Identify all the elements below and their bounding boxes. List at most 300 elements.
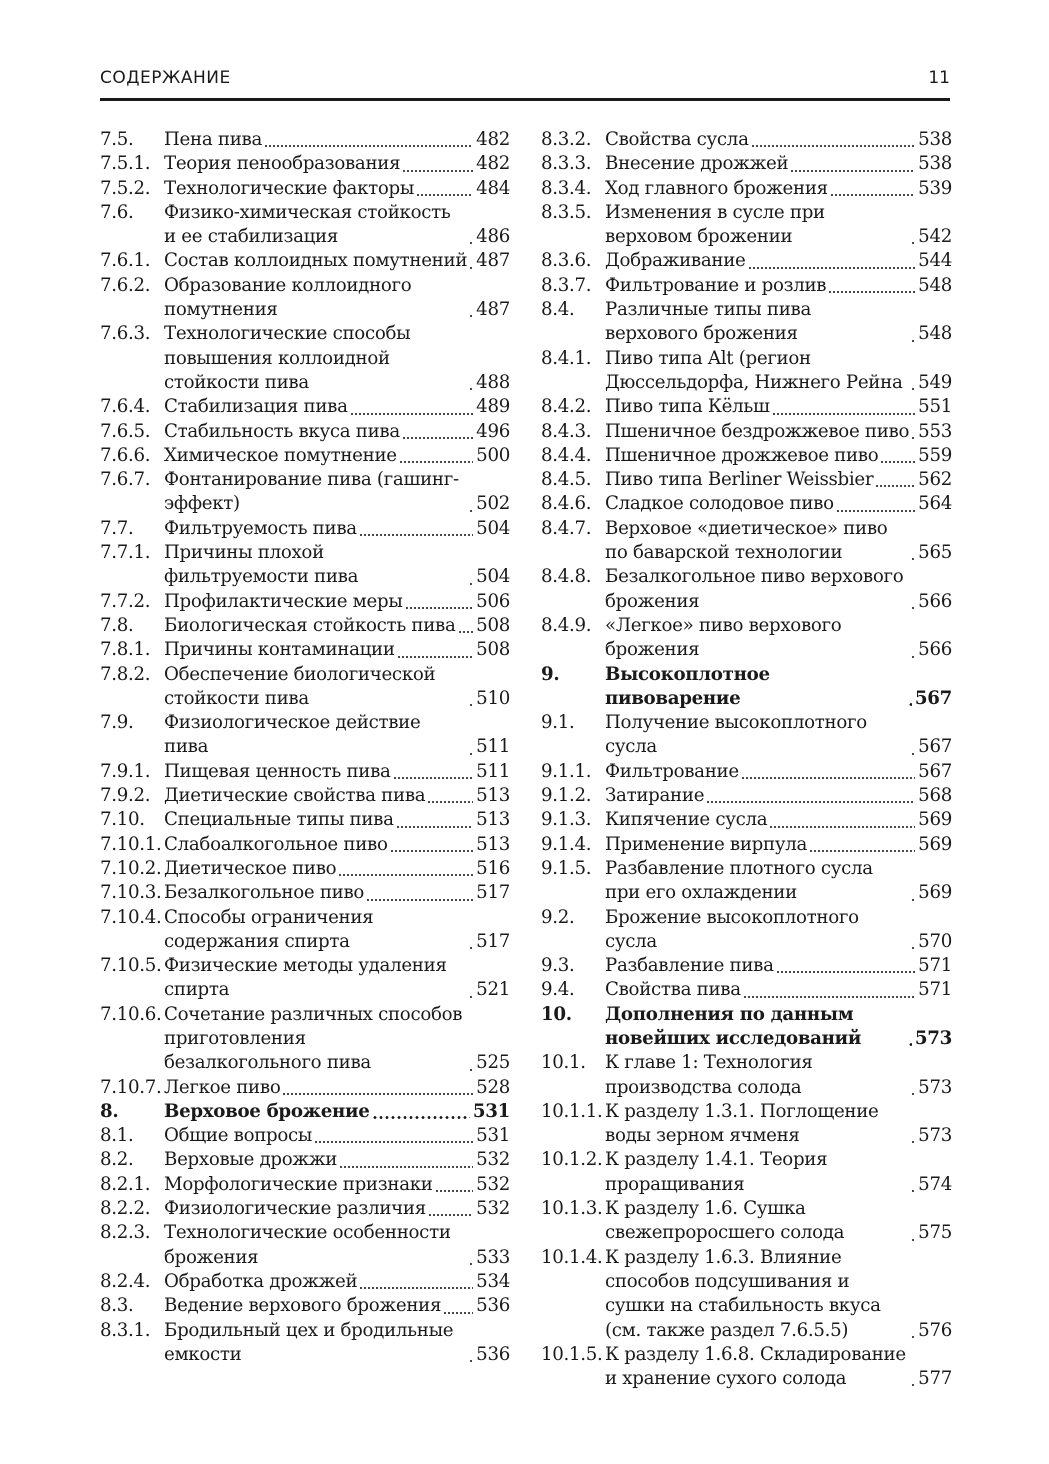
dot-leader (314, 1141, 473, 1143)
dot-leader (908, 703, 912, 706)
toc-entry (100, 808, 510, 832)
toc-entry (100, 857, 510, 881)
toc-entry-title: Слабоалкогольное пиво (164, 833, 388, 855)
dot-leader (435, 1190, 474, 1192)
toc-entry-title: Биологическая стойкость пива (164, 614, 456, 636)
toc-entry-number: 7.6.7. (100, 469, 151, 491)
dot-leader (443, 1312, 473, 1314)
dot-leader (911, 899, 915, 901)
toc-entry-page: 532 (476, 1173, 510, 1195)
toc-entry-number: 10. (541, 1003, 572, 1025)
toc-entry-number: 8.4.9. (541, 614, 592, 636)
dot-leader (911, 1384, 915, 1386)
toc-entry-number: 9.1. (541, 712, 575, 734)
toc-entry-number: 10.1.5. (541, 1343, 603, 1365)
toc-entry-title: Обработка дрожжей (164, 1270, 358, 1292)
toc-entry-title: Пиво типа Кёльш (605, 396, 770, 418)
toc-entry-number: 9.1.3. (541, 809, 592, 831)
dot-leader (748, 267, 916, 269)
dot-leader (875, 485, 915, 487)
dot-leader (469, 1360, 473, 1362)
toc-entry (100, 1148, 510, 1172)
dot-leader (469, 1069, 473, 1071)
toc-entry-title: Дображивание (605, 250, 746, 272)
dot-leader (911, 607, 915, 609)
dot-leader (911, 388, 915, 390)
toc-entry-page: 576 (918, 1319, 952, 1341)
toc-entry (100, 1003, 510, 1076)
toc-entry-page: 570 (918, 930, 952, 952)
toc-entry-page: 548 (918, 323, 952, 345)
toc-entry-page: 487 (476, 299, 510, 321)
toc-entry-number: 10.1.2. (541, 1149, 603, 1171)
toc-entry-page: 513 (476, 809, 510, 831)
toc-entry-number: 8.3.4. (541, 177, 592, 199)
toc-entry-title: «Легкое» пиво верхового брожения (605, 614, 842, 661)
toc-entry-title: К разделу 1.6. Сушка свежепроросшего солода (605, 1198, 845, 1244)
toc-entry-page: 525 (476, 1052, 510, 1074)
dot-leader (836, 510, 915, 512)
toc-entry (541, 833, 952, 857)
toc-entry (100, 833, 510, 857)
toc-entry-number: 8.4.6. (541, 493, 592, 515)
toc-entry-title: Сладкое солодовое пиво (605, 493, 834, 515)
toc-entry (100, 128, 510, 152)
toc-entry-page: 573 (914, 1027, 952, 1049)
toc-entry (541, 1148, 952, 1197)
toc-entry-title: Фильтрование (605, 760, 739, 782)
dot-leader (828, 291, 915, 293)
dot-leader (469, 704, 473, 706)
toc-entry-page: 484 (476, 177, 510, 199)
toc-entry (541, 1100, 952, 1149)
dot-leader (469, 753, 473, 755)
toc-entry (541, 1003, 952, 1052)
page-number: 11 (928, 68, 950, 88)
toc-entry (541, 395, 952, 419)
toc-entry-number: 7.8.1. (100, 639, 151, 661)
dot-leader (769, 826, 915, 828)
toc-entry (100, 420, 510, 444)
toc-entry-page: 551 (918, 396, 952, 418)
toc-entry-title: Технологические факторы (164, 177, 415, 199)
toc-entry (100, 784, 510, 808)
toc-entry-title: Ведение верхового брожения (164, 1295, 442, 1317)
toc-entry-page: 553 (918, 420, 952, 442)
toc-entry-page: 538 (918, 153, 952, 175)
toc-entry-page: 482 (476, 129, 510, 150)
toc-entry (100, 1294, 510, 1318)
toc-entry-number: 10.1.4. (541, 1246, 603, 1268)
toc-entry (541, 663, 952, 712)
toc-entry-number: 7.8. (100, 614, 134, 636)
toc-entry-page: 500 (476, 444, 510, 466)
dot-leader (743, 996, 915, 998)
toc-entry-title: Состав коллоидных помутнений (164, 250, 468, 272)
toc-entry (541, 711, 952, 760)
toc-entry (100, 638, 510, 662)
toc-entry-title: Изменения в сусле при верховом брожении (605, 201, 825, 248)
toc-entry (100, 541, 510, 590)
toc-entry-page: 504 (476, 566, 510, 588)
toc-entry-number: 9.1.1. (541, 760, 592, 782)
dot-leader (402, 437, 473, 439)
toc-entry-title: Технологические особенности брожения (164, 1222, 451, 1268)
toc-entry (100, 395, 510, 419)
toc-entry-number: 8.3.7. (541, 274, 592, 296)
dot-leader (350, 413, 474, 415)
toc-entry-page: 516 (476, 857, 510, 879)
toc-entry-title: Затирание (605, 785, 705, 807)
toc-entry (100, 760, 510, 784)
dot-leader (741, 777, 915, 779)
toc-entry-page: 573 (918, 1125, 952, 1147)
toc-entry-title: Свойства пива (605, 979, 741, 1001)
toc-entry-title: Физико-химическая стойкость и ее стабилизация (164, 201, 451, 248)
toc-entry-page: 513 (476, 833, 510, 855)
toc-entry-page: 571 (918, 955, 952, 977)
toc-entry (541, 444, 952, 468)
toc-entry-number: 8.3.3. (541, 153, 592, 175)
toc-entry (100, 517, 510, 541)
toc-entry-page: 575 (918, 1222, 952, 1244)
toc-entry-number: 7.5. (100, 129, 134, 150)
toc-entry-page: 486 (476, 226, 510, 248)
dot-leader (911, 437, 915, 439)
dot-leader (469, 267, 473, 269)
toc-entry-page: 569 (918, 809, 952, 831)
toc-entry (100, 663, 510, 712)
toc-entry-page: 489 (476, 396, 510, 418)
toc-entry (541, 1246, 952, 1343)
dot-leader (911, 1141, 915, 1143)
toc-entry-number: 7.8.2. (100, 663, 151, 685)
toc-entry (100, 201, 510, 250)
toc-entry-title: К разделу 1.6.8. Складирование и хранение сухого солода (605, 1343, 906, 1390)
dot-leader (396, 826, 474, 828)
toc-entry-title: Теория пенообразования (164, 153, 401, 175)
dot-leader (469, 996, 473, 998)
dot-leader (339, 1166, 473, 1168)
toc-entry-title: Технологические способы повышения коллоидной стойкости пива (164, 323, 411, 393)
dot-leader (911, 242, 915, 244)
toc-entry-title: Способы ограничения содержания спирта (164, 906, 374, 952)
toc-entry-number: 7.6.3. (100, 323, 151, 345)
toc-column-right (541, 128, 952, 1391)
toc-column-left (100, 128, 510, 1367)
dot-leader (911, 947, 915, 949)
toc-entry (100, 1319, 510, 1368)
toc-entry (541, 420, 952, 444)
toc-entry-number: 7.7.2. (100, 590, 151, 612)
toc-entry-page: 528 (476, 1076, 510, 1098)
toc-entry-number: 7.10.2. (100, 857, 162, 879)
toc-entry (100, 1270, 510, 1294)
toc-entry-number: 7.10.3. (100, 882, 162, 904)
toc-entry (541, 128, 952, 152)
toc-entry-number: 10.1. (541, 1052, 586, 1074)
toc-entry (541, 1197, 952, 1246)
toc-entry-title: Легкое пиво (164, 1076, 281, 1098)
toc-entry (541, 808, 952, 832)
toc-entry-page: 510 (476, 687, 510, 709)
toc-entry-number: 8.3.2. (541, 129, 592, 150)
toc-entry-number: 8.2.3. (100, 1222, 151, 1244)
dot-leader (264, 145, 473, 147)
toc-entry-title: Химическое помутнение (164, 444, 397, 466)
toc-entry-title: Высокоплотное пивоварение (605, 663, 770, 709)
toc-entry-number: 9. (541, 663, 560, 685)
toc-entry-page: 496 (476, 420, 510, 442)
toc-entry-page: 573 (918, 1076, 952, 1098)
toc-entry-number: 7.10.4. (100, 906, 162, 928)
toc-entry-title: Фильтруемость пива (164, 517, 357, 539)
toc-entry-number: 8.4.8. (541, 566, 592, 588)
toc-entry-title: Пиво типа Berliner Weissbier (605, 469, 874, 491)
toc-entry-title: Физические методы удаления спирта (164, 955, 447, 1001)
toc-entry-title: Разбавление пива (605, 955, 774, 977)
toc-entry-title: Кипячение сусла (605, 809, 768, 831)
toc-entry-title: Получение высокоплотного сусла (605, 712, 867, 758)
dot-leader (402, 170, 473, 172)
toc-entry (100, 249, 510, 273)
toc-entry-title: Профилактические меры (164, 590, 403, 612)
dot-leader (399, 461, 473, 463)
toc-entry (100, 881, 510, 905)
toc-entry-number: 10.1.1. (541, 1100, 603, 1122)
toc-entry (100, 274, 510, 323)
toc-entry (541, 760, 952, 784)
toc-entry-number: 8.4.2. (541, 396, 592, 418)
toc-entry (100, 322, 510, 395)
toc-entry (541, 784, 952, 808)
toc-entry-number: 8.4.4. (541, 444, 592, 466)
toc-entry-number: 8.4.5. (541, 469, 592, 491)
dot-leader (397, 656, 474, 658)
toc-entry-title: Причины плохой фильтруемости пива (164, 542, 359, 588)
toc-entry-title: Фонтанирование пива (гашинг-эффект) (164, 469, 459, 515)
toc-entry (100, 906, 510, 955)
toc-entry-number: 8.4.7. (541, 517, 592, 539)
toc-entry-number: 8.3. (100, 1295, 134, 1317)
toc-entry-title: Применение вирпула (605, 833, 808, 855)
toc-entry-number: 8.2.1. (100, 1173, 151, 1195)
dot-leader (359, 534, 473, 536)
toc-entry-page: 566 (918, 639, 952, 661)
toc-entry (541, 201, 952, 250)
toc-entry (100, 444, 510, 468)
toc-entry-title: Дополнения по данным новейших исследований (605, 1003, 862, 1049)
dot-leader (282, 1093, 473, 1095)
dot-leader (458, 631, 474, 633)
dot-leader (469, 315, 473, 317)
toc-entry-number: 7.6.4. (100, 396, 151, 418)
toc-entry-page: 532 (476, 1198, 510, 1220)
toc-entry (541, 152, 952, 176)
toc-entry-page: 531 (472, 1100, 510, 1122)
toc-entry-number: 9.1.4. (541, 833, 592, 855)
dot-leader (469, 583, 473, 585)
toc-entry-title: Бродильный цех и бродильные емкости (164, 1319, 454, 1365)
toc-entry-title: К разделу 1.4.1. Теория проращивания (605, 1149, 828, 1195)
dot-leader (830, 194, 915, 196)
toc-entry-page: 567 (914, 687, 952, 709)
toc-entry-page: 531 (476, 1125, 510, 1147)
toc-entry-title: Причины контаминации (164, 639, 395, 661)
toc-entry-number: 8. (100, 1100, 119, 1122)
toc-entry-number: 7.10.6. (100, 1003, 162, 1025)
toc-entry-page: 488 (476, 371, 510, 393)
toc-entry (541, 565, 952, 614)
toc-entry-number: 8.2.2. (100, 1198, 151, 1220)
toc-entry-number: 7.5.2. (100, 177, 151, 199)
toc-entry-page: 517 (476, 930, 510, 952)
dot-leader (706, 801, 915, 803)
toc-entry (541, 298, 952, 347)
dot-leader (911, 753, 915, 755)
dot-leader (469, 510, 473, 512)
toc-entry-number: 8.3.6. (541, 250, 592, 272)
toc-entry-number: 9.2. (541, 906, 575, 928)
dot-leader (428, 1214, 473, 1216)
toc-entry-page: 517 (476, 882, 510, 904)
page-header (100, 66, 950, 101)
toc-entry-page: 565 (918, 542, 952, 564)
toc-entry-title: Пена пива (164, 129, 262, 150)
dot-leader (772, 413, 916, 415)
toc-entry (541, 1343, 952, 1392)
toc-entry (541, 347, 952, 396)
dot-leader (911, 1239, 915, 1241)
toc-entry (541, 249, 952, 273)
toc-entry-number: 7.10. (100, 809, 145, 831)
toc-entry-title: Морфологические признаки (164, 1173, 433, 1195)
dot-leader (911, 1190, 915, 1192)
toc-entry-page: 544 (918, 250, 952, 272)
toc-entry (541, 906, 952, 955)
toc-entry (100, 1197, 510, 1221)
toc-entry (541, 177, 952, 201)
toc-entry-title: Ход главного брожения (605, 177, 828, 199)
toc-entry (100, 1100, 510, 1124)
dot-leader (359, 1287, 473, 1289)
toc-entry-page: 567 (918, 760, 952, 782)
toc-entry-page: 533 (476, 1246, 510, 1268)
toc-entry-number: 7.5.1. (100, 153, 151, 175)
toc-entry-title: Специальные типы пива (164, 809, 394, 831)
toc-entry-title: Общие вопросы (164, 1125, 313, 1147)
toc-entry-number: 8.2.4. (100, 1270, 151, 1292)
toc-entry-title: Сочетание различных способов приготовления безалкогольного пива (164, 1003, 463, 1074)
toc-entry (541, 517, 952, 566)
toc-entry-title: Различные типы пива верхового брожения (605, 299, 812, 345)
toc-entry-page: 566 (918, 590, 952, 612)
toc-entry-number: 8.2. (100, 1149, 134, 1171)
toc-entry-title: Диетические свойства пива (164, 785, 426, 807)
toc-entry-title: Безалкогольное пиво верхового брожения (605, 566, 904, 612)
toc-entry-number: 9.1.5. (541, 857, 592, 879)
toc-entry-page: 571 (918, 979, 952, 1001)
toc-entry (100, 177, 510, 201)
toc-entry-page: 508 (476, 614, 510, 636)
toc-entry-title: Диетическое пиво (164, 857, 337, 879)
toc-entry (541, 857, 952, 906)
toc-entry-page: 521 (476, 979, 510, 1001)
dot-leader (416, 194, 473, 196)
toc-entry-page: 569 (918, 833, 952, 855)
toc-entry-page: 574 (918, 1173, 952, 1195)
toc-entry (100, 590, 510, 614)
toc-entry-title: Пиво типа Alt (регион Дюссельдорфа, Нижнего Рейна (605, 347, 903, 393)
dot-leader (469, 1263, 473, 1265)
dot-leader (469, 388, 473, 390)
toc-entry-number: 9.3. (541, 955, 575, 977)
toc-entry-title: Безалкогольное пиво (164, 882, 365, 904)
toc-entry-page: 559 (918, 444, 952, 466)
toc-entry-number: 7.6.6. (100, 444, 151, 466)
dot-leader (405, 607, 474, 609)
toc-entry-page: 562 (918, 469, 952, 491)
toc-entry-page: 487 (476, 250, 510, 272)
dot-leader (469, 947, 473, 949)
dot-leader (393, 777, 474, 779)
toc-entry (100, 152, 510, 176)
toc-entry-number: 7.6.1. (100, 250, 151, 272)
toc-entry-page: 542 (918, 226, 952, 248)
toc-entry-page: 504 (476, 517, 510, 539)
toc-entry-page: 539 (918, 177, 952, 199)
toc-entry-number: 8.3.5. (541, 201, 592, 223)
toc-entry-number: 7.10.5. (100, 955, 162, 977)
toc-entry (541, 978, 952, 1002)
toc-entry-page: 568 (918, 785, 952, 807)
toc-entry (100, 1221, 510, 1270)
toc-entry-title: Стабильность вкуса пива (164, 420, 400, 442)
toc-entry-number: 8.4.3. (541, 420, 592, 442)
toc-entry-number: 7.10.1. (100, 833, 162, 855)
toc-entry (541, 614, 952, 663)
toc-entry-page: 569 (918, 882, 952, 904)
dot-leader (908, 1043, 912, 1046)
toc-entry-title: К главе 1: Технология производства солода (605, 1052, 813, 1098)
toc-entry-number: 9.1.2. (541, 785, 592, 807)
toc-entry-title: Фильтрование и розлив (605, 274, 827, 296)
toc-entry-number: 7.6. (100, 201, 134, 223)
toc-entry (100, 1124, 510, 1148)
dot-leader (366, 899, 473, 901)
toc-entry-number: 8.4. (541, 299, 575, 321)
toc-entry-title: Верховое брожение (164, 1100, 370, 1122)
toc-entry-page: 502 (476, 493, 510, 515)
dot-leader (911, 1093, 915, 1095)
toc-entry (541, 468, 952, 492)
dot-leader (338, 874, 473, 876)
toc-entry-title: Пшеничное бездрожжевое пиво (605, 420, 910, 442)
toc-entry-number: 7.7. (100, 517, 134, 539)
toc-entry (541, 1051, 952, 1100)
toc-entry-page: 511 (476, 760, 510, 782)
toc-entry-number: 7.6.5. (100, 420, 151, 442)
dot-leader (809, 850, 915, 852)
toc-entry (100, 954, 510, 1003)
toc-entry (541, 954, 952, 978)
toc-entry-title: К разделу 1.6.3. Влияние способов подсушивания и сушки на стабильность вкуса (см. также раздел 7.6.5.5) (605, 1246, 881, 1341)
toc-entry-number: 8.3.1. (100, 1319, 151, 1341)
toc-entry-page: 538 (918, 129, 952, 150)
toc-entry (541, 274, 952, 298)
toc-entry-number: 8.4.1. (541, 347, 592, 369)
toc-entry-page: 511 (476, 736, 510, 758)
